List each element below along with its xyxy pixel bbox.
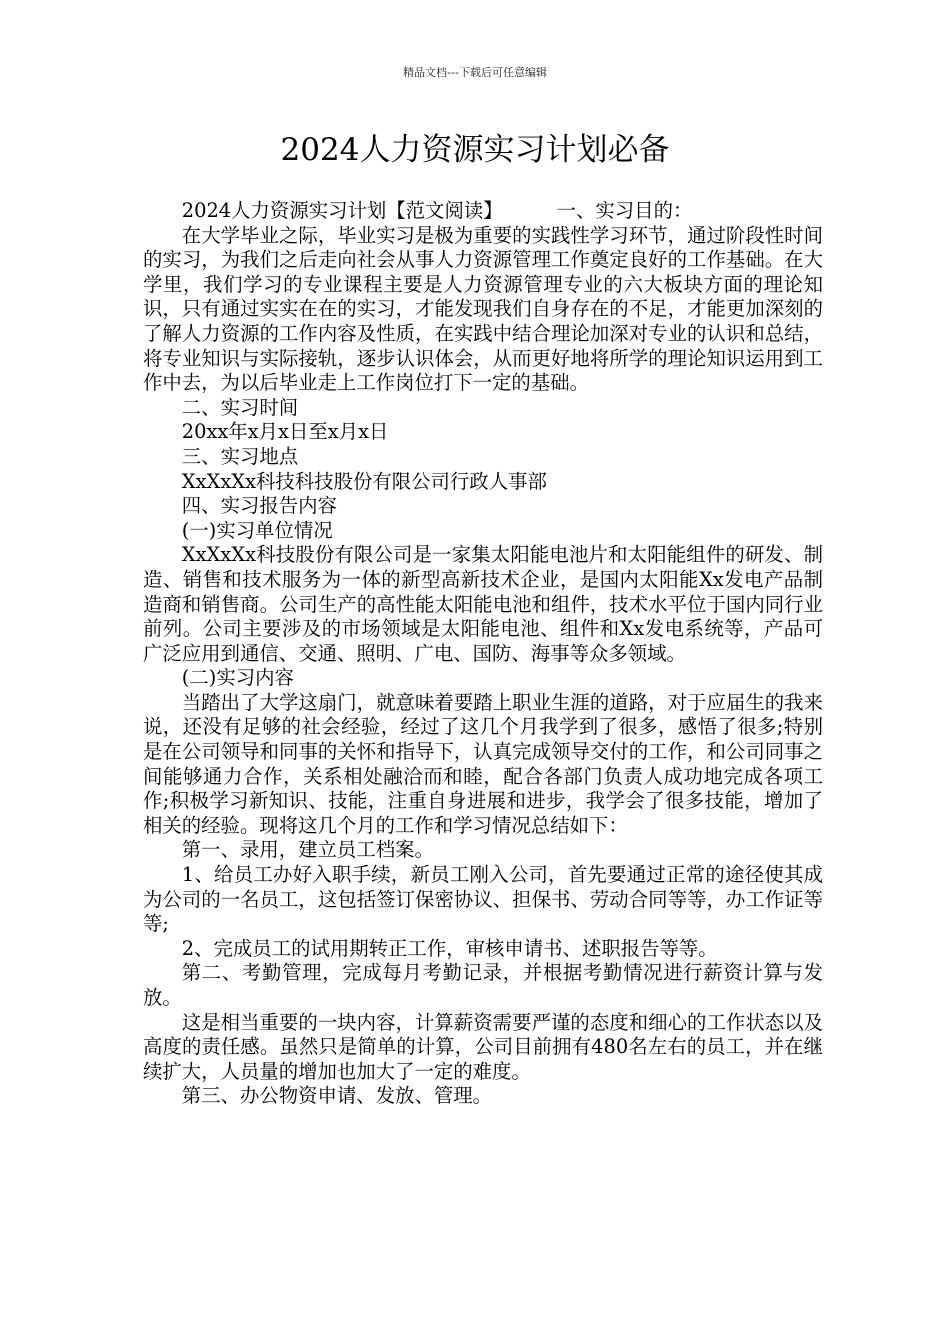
list-item-2: 2、完成员工的试用期转正工作，审核申请书、述职报告等等。 <box>181 936 718 960</box>
item-heading-second: 第二、考勤管理，完成每月考勤记录，并根据考勤情况进行薪资计算与发放。 <box>143 961 823 1009</box>
subsection-heading-content: (二)实习内容 <box>181 666 294 690</box>
header-note: 精品文档---下载后可任意编辑 <box>403 66 547 79</box>
section-heading-location: 三、实习地点 <box>181 444 299 468</box>
section-heading-report: 四、实习报告内容 <box>181 494 337 518</box>
list-item-1: 1、给员工办好入职手续，新员工刚入公司，首先要通过正常的途径使其成为公司的一名员工，这包括签订保密协议、担保书、劳动合同等等，办工作证等等; <box>143 863 823 936</box>
section-heading-time: 二、实习时间 <box>181 395 299 419</box>
document-title: 2024人力资源实习计划必备 <box>280 132 670 168</box>
item-heading-first: 第一、录用，建立员工档案。 <box>181 838 434 862</box>
paragraph-company: XxXxXx科技股份有限公司是一家集太阳能电池片和太阳能组件的研发、制造、销售和技术服务为一体的新型高新技术企业，是国内太阳能Xx发电产品制造商和销售商。公司生产的高性能太阳能电池和组件，技术水平位于国内同行业前列。公司主要涉及的市场领域是太阳能电池、组件和Xx发电系统等，产品可广泛应用到通信、交通、照明、广电、国防、海事等众多领域。 <box>143 543 823 665</box>
intro-lead: 2024人力资源实习计划【范文阅读】 <box>181 199 503 222</box>
paragraph-payroll: 这是相当重要的一块内容，计算薪资需要严谨的态度和细心的工作状态以及高度的责任感。虽然只是简单的计算，公司目前拥有480名左右的员工，并在继续扩大，人员量的增加也加大了一定的难度。 <box>143 1010 823 1083</box>
intro-line <box>143 199 823 224</box>
internship-location: XxXxXx科技科技股份有限公司行政人事部 <box>181 469 547 493</box>
section-heading-purpose: 一、实习目的： <box>556 199 693 222</box>
subsection-heading-company: (一)实习单位情况 <box>181 518 333 542</box>
paragraph-purpose: 在大学毕业之际，毕业实习是极为重要的实践性学习环节，通过阶段性时间的实习，为我们之后走向社会从事人力资源管理工作奠定良好的工作基础。在大学里，我们学习的专业课程主要是人力资源管理专业的六大板块方面的理论知识，只有通过实实在在的实习，才能发现我们自身存在的不足，才能更加深刻的了解人力资源的工作内容及性质，在实践中结合理论加深对专业的认识和总结，将专业知识与实际接轨，逐步认识体会，从而更好地将所学的理论知识运用到工作中去，为以后毕业走上工作岗位打下一定的基础。 <box>143 223 823 395</box>
item-heading-third: 第三、办公物资申请、发放、管理。 <box>181 1084 493 1108</box>
document-body <box>143 199 823 1109</box>
paragraph-content: 当踏出了大学这扇门，就意味着要踏上职业生涯的道路，对于应届生的我来说，还没有足够的社会经验，经过了这几个月我学到了很多，感悟了很多;特别是在公司领导和同事的关怀和指导下，认真完成领导交付的工作，和公司同事之间能够通力合作，关系相处融洽而和睦，配合各部门负责人成功地完成各项工作;积极学习新知识、技能，注重自身进展和进步，我学会了很多技能，增加了相关的经验。现将这几个月的工作和学习情况总结如下： <box>143 690 823 837</box>
internship-dates: 20xx年x月x日至x月x日 <box>181 420 389 444</box>
